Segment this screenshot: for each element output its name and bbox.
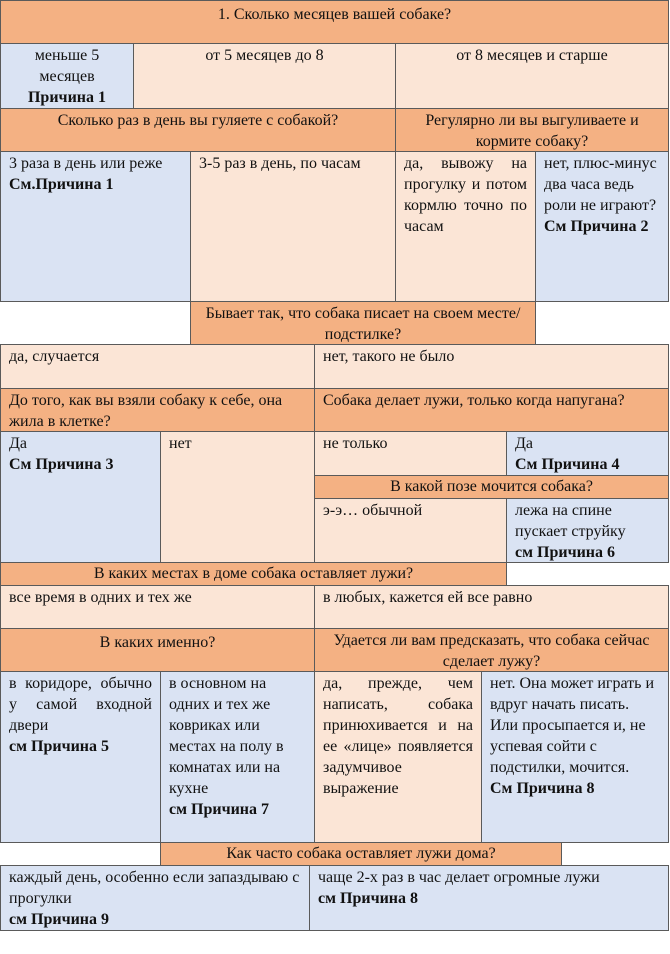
answer-5-to-8-months[interactable]: от 5 месяцев до 8 <box>133 43 396 109</box>
reason-link: см Причина 5 <box>9 738 110 755</box>
answer-text: нет, плюс-минус два часа ведь роли не играют? <box>544 155 657 214</box>
question-lived-in-cage: До того, как вы взяли собаку к себе, она жила в клетке? <box>0 388 315 432</box>
answer-cage-no[interactable]: нет <box>160 431 315 563</box>
reason-link: см Причина 6 <box>515 544 616 561</box>
answer-text: 3 раза в день или реже <box>9 155 163 172</box>
answer-not-only-scared[interactable]: не только <box>314 431 507 476</box>
answer-normal-posture[interactable]: э-э… обычной <box>314 498 507 563</box>
answer-every-day[interactable] <box>0 865 310 931</box>
answer-text: чаще 2-х раз в час делает огромные лужи <box>318 869 600 886</box>
question-pees-on-bed: Бывает так, что собака писает на своем месте/подстилке? <box>190 301 536 345</box>
question-only-when-scared: Собака делает лужи, только когда напугана? <box>314 388 669 432</box>
reason-link: см Причина 8 <box>318 890 419 907</box>
answer-no-not-regular[interactable] <box>535 151 669 302</box>
reason-link: см Причина 9 <box>9 911 110 928</box>
answer-predict-no[interactable] <box>481 671 669 843</box>
answer-8-months-plus[interactable]: от 8 месяцев и старше <box>395 43 669 109</box>
answer-never-happened[interactable]: нет, такого не было <box>314 344 669 389</box>
answer-text: в коридоре, обычно у самой входной двери <box>9 675 152 734</box>
answer-text: лежа на спине пускает струйку <box>515 502 626 540</box>
answer-predict-yes[interactable]: да, прежде, чем написать, собака принюхивается и на ее «лице» появляется задумчивое выражение <box>314 671 482 843</box>
reason-link: См Причина 3 <box>9 456 114 473</box>
question-can-predict: Удается ли вам предсказать, что собака сейчас сделает лужу? <box>314 628 669 672</box>
answer-lying-on-back[interactable] <box>506 498 669 563</box>
question-how-often: Как часто собака оставляет лужи дома? <box>160 842 562 866</box>
answer-text: каждый день, особенно если запаздываю с прогулки <box>9 869 300 907</box>
answer-yes-regular[interactable]: да, вывожу на прогулку и потом кормлю точно по часам <box>395 151 536 302</box>
answer-yes-happens[interactable]: да, случается <box>0 344 315 389</box>
reason-link: см Причина 7 <box>169 801 270 818</box>
reason-link: См Причина 4 <box>515 456 620 473</box>
reason-link: См.Причина 1 <box>9 176 114 193</box>
question-walks-per-day: Сколько раз в день вы гуляете с собакой? <box>0 108 396 152</box>
answer-corridor-door[interactable] <box>0 671 161 843</box>
answer-text: меньше 5 месяцев <box>34 47 100 85</box>
answer-any-places[interactable]: в любых, кажется ей все равно <box>314 585 669 629</box>
answer-under-5-months[interactable] <box>0 43 134 109</box>
answer-text: нет. Она может играть и вдруг начать писать. Или просыпается и, не успевая сойти с подстилки, мочится. <box>490 675 654 776</box>
question-which-places: В каких именно? <box>0 628 315 672</box>
answer-cage-yes[interactable] <box>0 431 161 563</box>
answer-text: в основном на одних и тех же ковриках или местах на полу в комнатах или на кухне <box>169 675 284 797</box>
answer-same-places[interactable]: все время в одних и тех же <box>0 585 315 629</box>
answer-twice-per-hour[interactable] <box>309 865 669 931</box>
question-dog-age: 1. Сколько месяцев вашей собаке? <box>0 0 669 44</box>
question-places-in-house: В каких местах в доме собака оставляет лужи? <box>0 562 507 586</box>
question-regular-schedule: Регулярно ли вы выгуливаете и кормите собаку? <box>395 108 669 152</box>
reason-link: См Причина 2 <box>544 218 649 235</box>
answer-same-rugs[interactable] <box>160 671 315 843</box>
reason-link: См Причина 8 <box>490 780 595 797</box>
answer-text: Да <box>515 435 534 452</box>
answer-3-5-times-by-hours[interactable]: 3-5 раз в день, по часам <box>190 151 396 302</box>
answer-text: Да <box>9 435 28 452</box>
question-posture: В какой позе мочится собака? <box>314 475 669 499</box>
reason-link: Причина 1 <box>27 89 107 106</box>
answer-3-times-or-less[interactable] <box>0 151 191 302</box>
answer-only-scared[interactable] <box>506 431 669 476</box>
